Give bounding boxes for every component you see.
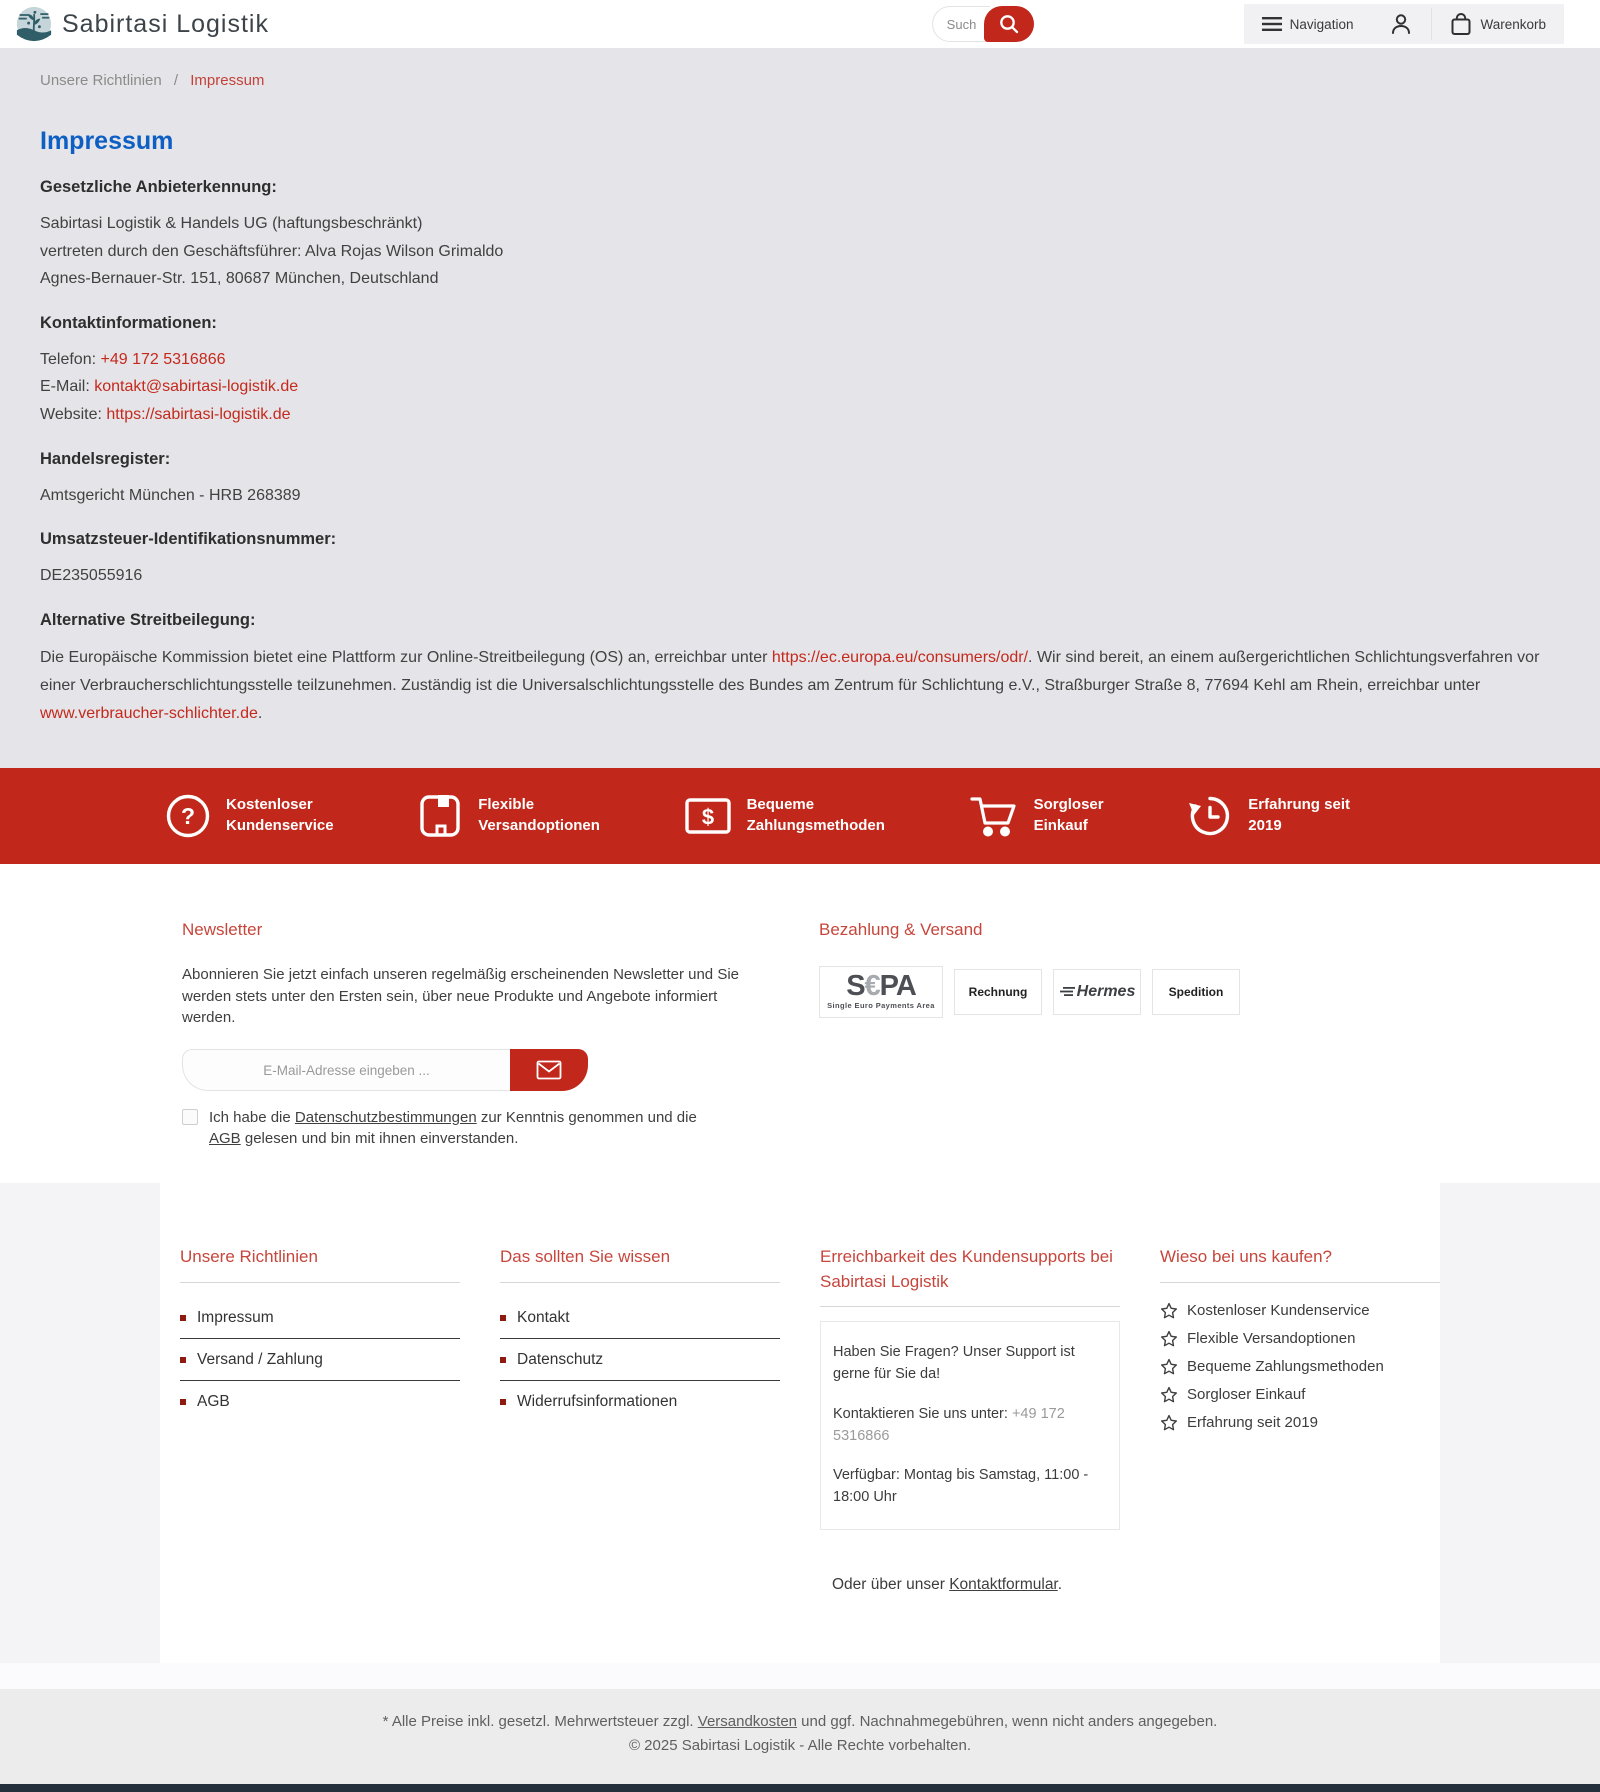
star-icon (1160, 1330, 1178, 1348)
consent-row (182, 1107, 712, 1149)
sepa-letters: PA (879, 970, 916, 1003)
benefit-item (165, 793, 334, 839)
hermes-label: Hermes (1076, 982, 1136, 1000)
vat-heading: Umsatzsteuer-Identifikationsnummer: (40, 530, 337, 549)
benefit-line: Bequeme (746, 796, 815, 814)
rechnung-badge: Rechnung (954, 969, 1042, 1015)
dollar-icon (684, 793, 732, 839)
register-heading: Handelsregister: (40, 449, 171, 468)
navigation-toggle[interactable] (1244, 4, 1372, 44)
benefit-line: Kundenservice (226, 816, 334, 834)
benefit-line: 2019 (1248, 816, 1282, 834)
consent-text (209, 1107, 712, 1149)
square-bullet-icon (500, 1399, 506, 1405)
sepa-logo (846, 970, 916, 1003)
newsletter-form (182, 1049, 588, 1091)
website-label: Website: (40, 405, 107, 423)
cart-label: Warenkorb (1480, 16, 1546, 32)
navigation-label: Navigation (1289, 16, 1354, 32)
contact-form-line (820, 1576, 1120, 1594)
hamburger-icon (1262, 16, 1282, 32)
support-info-box (820, 1321, 1120, 1530)
why-item (1160, 1353, 1440, 1381)
question-circle-icon (165, 793, 211, 839)
benefit-line: Sorgloser (1033, 796, 1104, 814)
spedition-badge: Spedition (1152, 969, 1240, 1015)
versandkosten-link[interactable]: Versandkosten (697, 1713, 798, 1730)
benefit-item (1187, 793, 1350, 839)
newsletter-title: Newsletter (182, 919, 263, 939)
svg-text:?: ? (180, 802, 196, 829)
pre-footer-strip (0, 1663, 1600, 1689)
consent-part: zur Kenntnis genommen und die (476, 1109, 697, 1126)
footer-column-title: Unsere Richtlinien (180, 1245, 460, 1283)
cart-button[interactable] (1432, 4, 1564, 44)
odr-link[interactable]: https://ec.europa.eu/consumers/odr/ (771, 648, 1029, 666)
star-icon (1160, 1358, 1178, 1376)
why-item (1160, 1297, 1440, 1325)
footer-column-title: Wieso bei uns kaufen? (1160, 1245, 1440, 1283)
provider-line: vertreten durch den Geschäftsführer: Alva Rojas Wilson Grimaldo (40, 242, 504, 260)
benefit-line: Erfahrung seit (1248, 796, 1350, 814)
footer-link-kontakt[interactable] (500, 1297, 780, 1339)
benefit-item (417, 793, 600, 839)
page-title: Impressum (40, 127, 174, 155)
newsletter-text: Abonnieren Sie jetzt einfach unseren regelmäßig erscheinenden Newsletter und Sie werden stets unter den Ersten sein, über neue Produkte und Angebote informiert werden. (182, 965, 739, 1027)
footer-column-richtlinien (180, 1245, 460, 1623)
search-input[interactable] (932, 6, 990, 42)
adr-paragraph (40, 644, 1560, 728)
bottom-strip (0, 1784, 1600, 1792)
why-item-label: Flexible Versandoptionen (1187, 1330, 1356, 1348)
sepa-badge (819, 966, 943, 1018)
support-question: Haben Sie Fragen? Unser Support ist gerne für Sie da! (833, 1344, 1075, 1383)
brand-name: Sabirtasi Logistik (62, 9, 269, 38)
email-link[interactable]: kontakt@sabirtasi-logistik.de (94, 378, 299, 396)
price-note (0, 1713, 1600, 1730)
footer-link-datenschutz[interactable] (500, 1339, 780, 1381)
shopping-bag-icon (1450, 12, 1472, 36)
search-button[interactable] (984, 6, 1034, 42)
contact-form-text: . (1057, 1575, 1063, 1593)
schlichter-link[interactable]: www.verbraucher-schlichter.de (40, 704, 258, 722)
star-icon (1160, 1302, 1178, 1320)
why-item (1160, 1409, 1440, 1437)
square-bullet-icon (180, 1315, 186, 1321)
why-item-label: Sorgloser Einkauf (1187, 1386, 1306, 1404)
search-bar (932, 6, 1034, 42)
truck-icon (417, 793, 463, 839)
payment-column (819, 920, 1240, 1149)
footer-column-title: Erreichbarkeit des Kundensupports bei Sabirtasi Logistik (820, 1245, 1120, 1307)
footer-link-label: Datenschutz (517, 1350, 604, 1368)
contact-form-text: Oder über unser (832, 1575, 950, 1593)
footer-link-label: Impressum (197, 1308, 274, 1326)
adr-heading: Alternative Streitbeilegung: (40, 610, 256, 629)
support-contact (833, 1404, 1107, 1448)
quick-navigation (1244, 4, 1564, 44)
why-item-label: Bequeme Zahlungsmethoden (1187, 1358, 1384, 1376)
why-item (1160, 1325, 1440, 1353)
star-icon (1160, 1414, 1178, 1432)
footer-link-versand-zahlung[interactable] (180, 1339, 460, 1381)
sepa-letter: S (846, 970, 865, 1003)
footer-column-wissen (500, 1245, 780, 1623)
footer-link-label: AGB (197, 1392, 230, 1410)
footer-link-agb[interactable] (180, 1381, 460, 1422)
privacy-link[interactable]: Datenschutzbestimmungen (294, 1109, 477, 1126)
sepa-euro: € (864, 970, 880, 1003)
brand-logo-icon (16, 6, 52, 42)
newsletter-column (182, 920, 747, 1149)
privacy-checkbox[interactable] (182, 1109, 198, 1125)
benefit-line: Einkauf (1033, 816, 1088, 834)
agb-link[interactable]: AGB (209, 1130, 241, 1147)
phone-label: Telefon: (40, 350, 101, 368)
payment-title: Bezahlung & Versand (819, 919, 983, 939)
footer-column-title: Das sollten Sie wissen (500, 1245, 780, 1283)
benefit-line: Flexible (478, 796, 535, 814)
why-item-label: Kostenloser Kundenservice (1187, 1302, 1370, 1320)
history-icon (1187, 793, 1233, 839)
envelope-icon (536, 1060, 562, 1080)
consent-part: gelesen und bin mit ihnen einverstanden. (240, 1130, 519, 1147)
contact-heading: Kontaktinformationen: (40, 313, 217, 332)
support-availability: Verfügbar: Montag bis Samstag, 11:00 - 18:00 Uhr (833, 1467, 1089, 1506)
email-line (40, 374, 1560, 400)
newsletter-submit-button[interactable] (510, 1049, 588, 1091)
price-note-text: und ggf. Nachnahmegebühren, wenn nicht anders angegeben. (797, 1713, 1218, 1730)
website-link[interactable]: https://sabirtasi-logistik.de (106, 405, 291, 423)
payment-badges (819, 966, 1240, 1018)
header (0, 0, 1600, 48)
user-icon (1389, 12, 1413, 36)
newsletter-payment-section (0, 864, 1600, 1183)
benefit-line: Kostenloser (226, 796, 313, 814)
square-bullet-icon (500, 1315, 506, 1321)
adr-text: . (257, 704, 263, 722)
vat-number: DE235055916 (40, 567, 143, 585)
cart-icon (969, 794, 1019, 838)
provider-line: Sabirtasi Logistik & Handels UG (haftungsbeschränkt) (40, 215, 423, 232)
footer-link-label: Widerrufsinformationen (517, 1392, 678, 1410)
breadcrumb-current: Impressum (190, 72, 265, 89)
register-line: Amtsgericht München - HRB 268389 (40, 486, 301, 504)
footer-link-label: Versand / Zahlung (197, 1350, 323, 1368)
adr-text: . Wir sind bereit, an einem außergerichtlichen Schlichtungsverfahren vor einer Verbraucherschlichtungsstelle teilzunehmen. Zuständig ist die Universalschlichtungsstelle des Bundes am Zentrum für Schlichtung e.V., Straßburger Straße 8, 77694 Kehl am Rhein, erreichbar unter (40, 648, 1540, 694)
svg-text:$: $ (701, 804, 714, 830)
consent-part: Ich habe die (209, 1109, 295, 1126)
footer-link-impressum[interactable] (180, 1297, 460, 1339)
footer-link-label: Kontakt (517, 1308, 570, 1326)
support-contact-label: Kontaktieren Sie uns unter: (833, 1405, 1008, 1422)
breadcrumb-separator: / (173, 72, 179, 89)
copyright: © 2025 Sabirtasi Logistik - Alle Rechte vorbehalten. (628, 1737, 972, 1754)
benefit-line: Versandoptionen (478, 816, 600, 834)
phone-link[interactable]: +49 172 5316866 (100, 350, 226, 368)
footer-column-support (820, 1245, 1120, 1623)
square-bullet-icon (180, 1357, 186, 1363)
sepa-subtitle: Single Euro Payments Area (827, 1001, 935, 1011)
phone-line (40, 347, 1560, 373)
benefit-item (684, 793, 885, 839)
footer-zone (0, 1183, 1600, 1663)
provider-heading: Gesetzliche Anbieterkennung: (40, 178, 277, 196)
breadcrumb-parent-link[interactable]: Unsere Richtlinien (40, 72, 162, 89)
benefit-line: Zahlungsmethoden (746, 816, 885, 834)
footer-link-widerruf[interactable] (500, 1381, 780, 1422)
brand[interactable] (16, 6, 269, 42)
content-area (0, 48, 1600, 768)
provider-line: Agnes-Bernauer-Str. 151, 80687 München, Deutschland (40, 270, 439, 288)
newsletter-email-input[interactable] (182, 1049, 510, 1091)
account-button[interactable] (1371, 4, 1431, 44)
adr-text: Die Europäische Kommission bietet eine Plattform zur Online-Streitbeilegung (OS) an, erreichbar unter (40, 648, 772, 666)
legal-bar (0, 1689, 1600, 1784)
footer-column-why (1160, 1245, 1440, 1623)
benefit-item (969, 794, 1104, 838)
support-phone: +49 172 5316866 (833, 1405, 1065, 1444)
kontaktformular-link[interactable]: Kontaktformular (949, 1575, 1058, 1593)
why-item (1160, 1381, 1440, 1409)
star-icon (1160, 1386, 1178, 1404)
hermes-badge (1053, 969, 1141, 1015)
footer-card (160, 1183, 1440, 1663)
breadcrumb (40, 48, 1560, 99)
square-bullet-icon (180, 1399, 186, 1405)
square-bullet-icon (500, 1357, 506, 1363)
search-icon (998, 13, 1020, 35)
benefits-banner (0, 768, 1600, 864)
price-note-text: * Alle Preise inkl. gesetzl. Mehrwertsteuer zzgl. (382, 1713, 698, 1730)
email-label: E-Mail: (40, 378, 95, 396)
why-item-label: Erfahrung seit 2019 (1187, 1414, 1318, 1432)
hermes-speedlines-icon (1059, 986, 1075, 998)
website-line (40, 402, 1560, 428)
